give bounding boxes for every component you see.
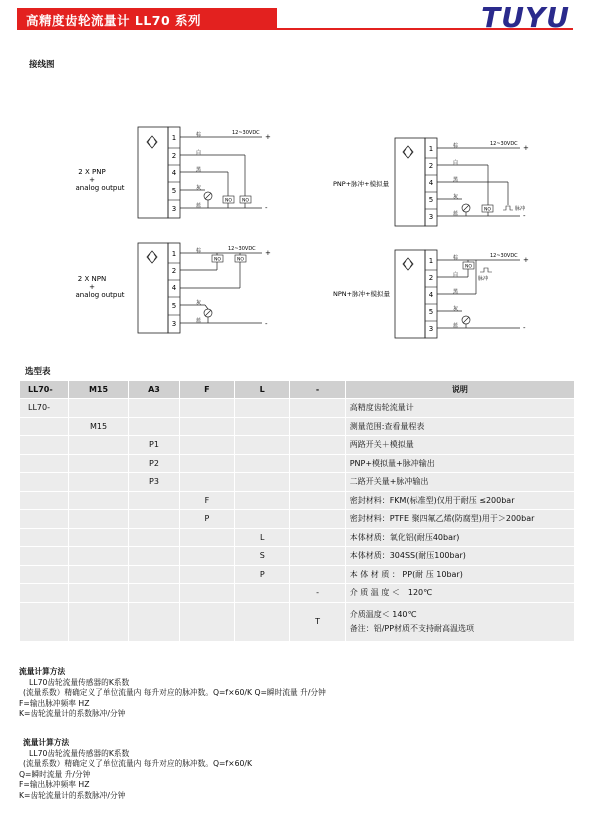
svg-text:3: 3 <box>428 213 434 221</box>
svg-text:12~30VDC: 12~30VDC <box>232 130 260 136</box>
svg-text:2 X NPN: 2 X NPN <box>77 275 107 283</box>
empty-cell <box>20 603 68 641</box>
table-row <box>20 510 574 528</box>
svg-text:蓝: 蓝 <box>453 211 459 217</box>
sensor-icon <box>147 136 157 148</box>
table-header-cell: L <box>235 381 289 398</box>
empty-cell <box>69 547 128 565</box>
table-row <box>20 455 574 473</box>
option-code: P <box>180 510 234 528</box>
calc-title: 流量计算方法 <box>19 667 66 676</box>
svg-text:3: 3 <box>428 325 434 333</box>
option-code: LL70- <box>20 399 68 417</box>
empty-cell <box>69 455 128 473</box>
selection-table <box>19 380 575 642</box>
svg-text:5: 5 <box>171 302 177 310</box>
option-description <box>346 547 574 565</box>
diagram-npn-analog <box>76 243 272 333</box>
diagram-label-line: analog output <box>75 184 125 192</box>
empty-cell <box>129 418 178 436</box>
option-description <box>346 492 574 510</box>
empty-cell <box>290 455 344 473</box>
empty-cell <box>235 436 289 454</box>
empty-cell <box>20 436 68 454</box>
table-row <box>20 418 574 436</box>
svg-text:PNP+脉冲+模拟量: PNP+脉冲+模拟量 <box>333 180 390 188</box>
description-line: 本体材质：氧化铝(耐压40bar) <box>349 532 460 542</box>
diagram-pnp-pulse <box>333 138 529 226</box>
empty-cell <box>290 492 344 510</box>
option-code: F <box>180 492 234 510</box>
empty-cell <box>180 566 234 584</box>
svg-text:analog output: analog output <box>75 291 125 299</box>
option-description <box>346 603 574 641</box>
empty-cell <box>290 547 344 565</box>
svg-text:NO: NO <box>465 264 472 270</box>
table-header-row <box>20 381 574 398</box>
empty-cell <box>290 529 344 547</box>
brand-logo: TUYU <box>481 1 570 34</box>
option-code: S <box>235 547 289 565</box>
svg-text:棕: 棕 <box>196 132 202 138</box>
calc-line: LL70齿轮流量传感器的K系数 <box>29 677 130 687</box>
empty-cell <box>69 492 128 510</box>
svg-text:棕: 棕 <box>453 255 459 261</box>
svg-text:棕: 棕 <box>453 143 459 149</box>
empty-cell <box>290 510 344 528</box>
empty-cell <box>235 584 289 602</box>
pin-label: 4 <box>171 169 177 177</box>
empty-cell <box>235 418 289 436</box>
svg-text:脉冲: 脉冲 <box>515 206 526 212</box>
empty-cell <box>20 566 68 584</box>
svg-text:NO: NO <box>484 207 491 213</box>
empty-cell <box>69 566 128 584</box>
pin-label: 1 <box>171 134 177 142</box>
empty-cell <box>180 529 234 547</box>
empty-cell <box>290 566 344 584</box>
option-code: P2 <box>129 455 178 473</box>
option-description <box>346 399 574 417</box>
option-code: P3 <box>129 473 178 491</box>
calc-title: 流量计算方法 <box>23 738 70 747</box>
description-line: 测量范围:查看量程表 <box>349 421 425 431</box>
option-description <box>346 473 574 491</box>
empty-cell <box>180 436 234 454</box>
option-code: P1 <box>129 436 178 454</box>
calc-line: (流量系数）精确定义了单位流量内 每升对应的脉冲数。Q=f×60/K Q=瞬时流量 升/分钟 <box>23 688 326 697</box>
svg-text:+: + <box>265 249 271 257</box>
svg-text:灰: 灰 <box>453 306 459 312</box>
empty-cell <box>180 547 234 565</box>
svg-text:4: 4 <box>171 284 177 292</box>
svg-text:白: 白 <box>453 272 459 278</box>
option-description <box>346 436 574 454</box>
calc-line: LL70齿轮流量传感器的K系数 <box>29 748 130 758</box>
empty-cell <box>235 473 289 491</box>
svg-text:-: - <box>523 324 526 332</box>
svg-text:1: 1 <box>428 257 434 265</box>
wiring-diagrams <box>0 0 590 360</box>
empty-cell <box>235 455 289 473</box>
empty-cell <box>69 436 128 454</box>
empty-cell <box>20 455 68 473</box>
table-header-cell: F <box>180 381 234 398</box>
empty-cell <box>129 547 178 565</box>
empty-cell <box>180 399 234 417</box>
svg-text:4: 4 <box>428 179 434 187</box>
calc-line: K=齿轮流量计的系数脉冲/分钟 <box>19 790 126 800</box>
pin-label: 3 <box>171 205 177 213</box>
svg-text:白: 白 <box>453 160 459 166</box>
diagram-label-line: 2 X PNP <box>78 168 106 176</box>
option-code: P <box>235 566 289 584</box>
table-row <box>20 492 574 510</box>
calc-line: (流量系数）精确定义了单位流量内 每升对应的脉冲数。Q=f×60/K <box>23 759 252 768</box>
table-row <box>20 399 574 417</box>
svg-text:蓝: 蓝 <box>453 323 459 329</box>
svg-text:黑: 黑 <box>196 167 202 173</box>
svg-text:NO: NO <box>242 198 249 204</box>
svg-text:2: 2 <box>428 162 434 170</box>
option-description <box>346 529 574 547</box>
description-line: 密封材料：PTFE 聚四氟乙烯(防腐型)用于＞200bar <box>349 514 535 524</box>
svg-text:+: + <box>523 256 529 264</box>
option-code: M15 <box>69 418 128 436</box>
svg-text:-: - <box>265 320 268 328</box>
empty-cell <box>235 399 289 417</box>
svg-text:NO: NO <box>225 198 232 204</box>
svg-text:蓝: 蓝 <box>196 203 202 209</box>
svg-text:4: 4 <box>428 291 434 299</box>
table-row <box>20 436 574 454</box>
wiring-section-label: 接线图 <box>29 60 55 70</box>
option-code: L <box>235 529 289 547</box>
empty-cell <box>69 529 128 547</box>
table-row <box>20 584 574 602</box>
svg-text:1: 1 <box>428 145 434 153</box>
svg-text:-: - <box>523 212 526 220</box>
page-title: 高精度齿轮流量计 LL70 系列 <box>26 13 202 28</box>
svg-text:灰: 灰 <box>453 194 459 200</box>
svg-text:-: - <box>265 204 268 212</box>
empty-cell <box>20 547 68 565</box>
option-description <box>346 418 574 436</box>
description-line: 二路开关量+脉冲输出 <box>349 477 429 487</box>
selection-section-label: 选型表 <box>25 367 51 377</box>
calc-line: F=输出脉冲频率 HZ <box>19 698 90 708</box>
option-description <box>346 566 574 584</box>
empty-cell <box>129 603 178 641</box>
table-row <box>20 547 574 565</box>
diagram-pnp-analog <box>76 127 272 218</box>
empty-cell <box>290 399 344 417</box>
svg-text:+: + <box>89 283 95 291</box>
table-row <box>20 566 574 584</box>
table-row <box>20 473 574 491</box>
pin-label: 2 <box>171 152 177 160</box>
empty-cell <box>235 492 289 510</box>
empty-cell <box>69 473 128 491</box>
svg-text:5: 5 <box>428 196 434 204</box>
empty-cell <box>20 418 68 436</box>
svg-text:+: + <box>523 144 529 152</box>
empty-cell <box>129 492 178 510</box>
flow-calc-section-2 <box>19 738 252 801</box>
empty-cell <box>235 510 289 528</box>
empty-cell <box>20 473 68 491</box>
table-header-cell: A3 <box>129 381 178 398</box>
svg-text:黑: 黑 <box>453 177 459 183</box>
description-line: 高精度齿轮流量计 <box>349 403 414 413</box>
empty-cell <box>20 492 68 510</box>
svg-text:3: 3 <box>171 320 177 328</box>
svg-text:12~30VDC: 12~30VDC <box>490 253 518 259</box>
empty-cell <box>290 473 344 491</box>
description-line: 本体材质：304SS(耐压100bar) <box>349 551 466 561</box>
empty-cell <box>20 584 68 602</box>
description-line: 介质温度＜ 140℃ <box>349 610 417 619</box>
empty-cell <box>69 584 128 602</box>
empty-cell <box>69 603 128 641</box>
empty-cell <box>290 436 344 454</box>
empty-cell <box>69 399 128 417</box>
pin-label: 5 <box>171 187 177 195</box>
calc-line: Q=瞬时流量 升/分钟 <box>19 769 91 779</box>
empty-cell <box>129 529 178 547</box>
svg-text:灰: 灰 <box>196 185 202 191</box>
svg-text:12~30VDC: 12~30VDC <box>228 246 256 252</box>
empty-cell <box>129 584 178 602</box>
svg-text:灰: 灰 <box>196 300 202 306</box>
empty-cell <box>129 399 178 417</box>
diagram-npn-pulse <box>333 250 529 338</box>
svg-text:白: 白 <box>196 150 202 156</box>
svg-text:5: 5 <box>428 308 434 316</box>
description-line: PNP+模拟量+脉冲输出 <box>349 458 435 468</box>
sensor-icon <box>403 146 413 158</box>
empty-cell <box>69 510 128 528</box>
empty-cell <box>235 603 289 641</box>
svg-text:NO: NO <box>214 257 221 263</box>
table-header-cell: 说明 <box>346 381 574 398</box>
diagram-label-line: + <box>89 176 95 184</box>
description-line: 介 质 温 度 ＜ 120℃ <box>349 588 433 598</box>
empty-cell <box>20 529 68 547</box>
table-row <box>20 603 574 641</box>
calc-line: F=输出脉冲频率 HZ <box>19 780 90 789</box>
option-description <box>346 584 574 602</box>
svg-text:棕: 棕 <box>196 248 202 254</box>
table-header-cell: LL70- <box>20 381 68 398</box>
description-note: 备注：铝/PP材质不支持耐高温选项 <box>349 624 475 633</box>
svg-text:12~30VDC: 12~30VDC <box>490 141 518 147</box>
empty-cell <box>180 455 234 473</box>
calc-line: K=齿轮流量计的系数脉冲/分钟 <box>19 709 126 718</box>
table-header-cell: M15 <box>69 381 128 398</box>
svg-text:+: + <box>265 133 271 141</box>
option-code: T <box>290 603 344 641</box>
empty-cell <box>20 510 68 528</box>
empty-cell <box>180 603 234 641</box>
description-line: 密封材料：FKM(标准型)仅用于耐压 ≤200bar <box>349 495 515 505</box>
table-header-cell: - <box>290 381 344 398</box>
empty-cell <box>129 566 178 584</box>
empty-cell <box>180 473 234 491</box>
svg-text:蓝: 蓝 <box>196 318 202 324</box>
svg-text:黑: 黑 <box>453 289 459 295</box>
table-row <box>20 529 574 547</box>
svg-text:NO: NO <box>237 257 244 263</box>
sensor-icon <box>147 251 157 263</box>
svg-text:2: 2 <box>428 274 434 282</box>
option-description <box>346 510 574 528</box>
empty-cell <box>180 418 234 436</box>
svg-text:2: 2 <box>171 267 177 275</box>
svg-text:1: 1 <box>171 250 177 258</box>
svg-text:脉冲: 脉冲 <box>478 276 489 282</box>
description-line: 两路开关＋模拟量 <box>349 440 414 450</box>
description-line: 本 体 材 质 ： PP(耐 压 10bar) <box>349 569 463 579</box>
empty-cell <box>129 510 178 528</box>
sensor-icon <box>403 258 413 270</box>
empty-cell <box>180 584 234 602</box>
svg-text:NPN+脉冲+模拟量: NPN+脉冲+模拟量 <box>333 290 391 298</box>
option-code: - <box>290 584 344 602</box>
flow-calc-section-1 <box>19 667 326 720</box>
option-description <box>346 455 574 473</box>
empty-cell <box>290 418 344 436</box>
